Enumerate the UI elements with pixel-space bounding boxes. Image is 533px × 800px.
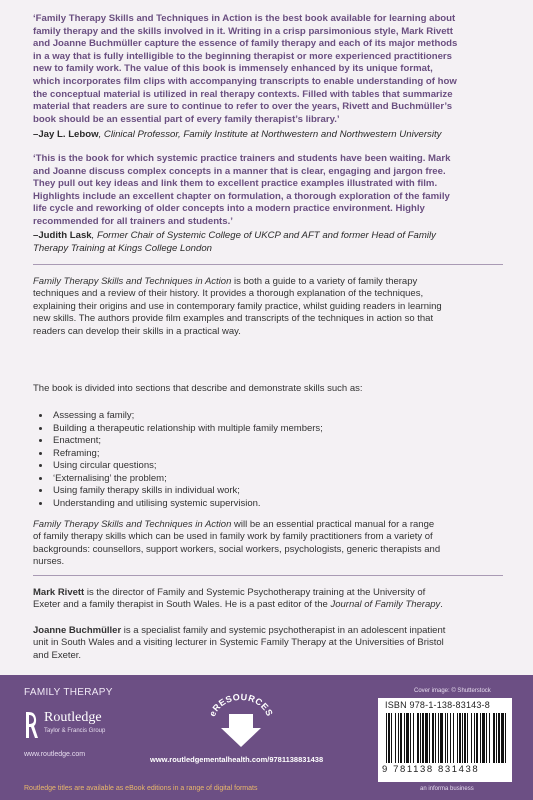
quote-line: Highlights include an excellent chapter on formulation, a thorough exploration of the family — [33, 190, 450, 202]
list-item: • Understanding and utilising systemic supervision. — [51, 498, 503, 511]
bio-line: Exeter and a family therapist in South Wales. He is a past editor of the — [33, 599, 331, 611]
publisher-group: Taylor & Francis Group — [44, 728, 106, 734]
paragraph-line: of family therapy skills which can be used in family work by family practitioners from a variety of — [33, 531, 433, 543]
eresources-icon — [206, 692, 276, 750]
barcode-panel — [378, 698, 512, 782]
quote-line: new to family work. The value of this book is immensely enhanced by its unique format, — [33, 63, 433, 75]
barcode-icon — [386, 713, 506, 763]
divider — [33, 575, 503, 576]
eresources-label: eRESOURCES — [207, 692, 275, 718]
paragraph-line: is both a guide to a variety of family therapy — [231, 276, 418, 287]
quote-line: They pull out key ideas and link them to excellent practice examples illustrated with film. — [33, 178, 438, 190]
book-title: Family Therapy Skills and Techniques in Action — [33, 276, 232, 287]
description-paragraph-2: The book is divided into sections that describe and demonstrate skills such as: — [33, 383, 363, 394]
list-item: • Reframing; — [51, 448, 503, 461]
author-name: Mark Rivett — [33, 587, 85, 598]
cover-image-credit: Cover image: © Shutterstock — [414, 688, 491, 694]
paragraph-line: new skills. The authors provide film examples and transcripts of the techniques in action so that — [33, 313, 434, 325]
quote-line: which incorporates film clips with accompanying transcripts to enable understanding of how — [33, 75, 457, 87]
author-name: Joanne Buchmüller — [33, 625, 122, 636]
publisher-footer — [0, 675, 533, 800]
series-name: FAMILY THERAPY — [24, 687, 113, 698]
description-paragraph-1 — [33, 276, 503, 338]
quote-line: and Joanne Buchmüller capture the essence of family therapy and each of its major methods — [33, 38, 458, 50]
quote-line: ‘Family Therapy Skills and Techniques in Action is the best book available for learning about — [33, 13, 456, 24]
bio-line: is the director of Family and Systemic Psychotherapy training at the University of — [84, 587, 426, 598]
informa-tagline: an informa business — [420, 786, 474, 792]
paragraph-line: techniques and a review of their history. It provides a thorough explanation of the techniques, — [33, 288, 424, 300]
bio-line: and Exeter. — [33, 649, 82, 661]
quote-line: book should be an essential part of every family therapist’s library.’ — [33, 113, 340, 125]
endorser-affiliation: , Former Chair of Systemic College of UKCP and AFT and former Head of Family — [91, 230, 436, 241]
list-item: • Building a therapeutic relationship with multiple family members; — [51, 423, 503, 436]
paragraph-line: readers can develop their skills in a practical way. — [33, 325, 241, 337]
journal-title: Journal of Family Therapy — [330, 599, 441, 611]
list-item: • Enactment; — [51, 435, 503, 448]
quote-line: material that readers are sure to continue to refer to over the years, Rivett and Buchmüller’s — [33, 101, 453, 113]
endorser-affiliation: Therapy Training at Kings College London — [33, 242, 213, 254]
quote-line: ‘This is the book for which systemic practice trainers and students have been waiting. Mark — [33, 153, 451, 164]
paragraph-line: explaining their origins and use in contemporary family practice, whilst guiding readers in learning — [33, 300, 442, 312]
quote-line: family therapy and the skills involved in it. Writing in a crisp parsimonious style, Mark Rivett — [33, 25, 453, 37]
author-bio-buchmuller — [33, 625, 503, 662]
quote-line: life cycle and reworking of older concepts into a modern practice environment. Highly — [33, 203, 425, 215]
publisher-name: Routledge — [44, 710, 102, 725]
skills-list — [33, 410, 503, 510]
publisher-website: www.routledge.com — [24, 751, 86, 758]
endorsement-attribution-lask — [33, 230, 503, 255]
bio-line: . — [440, 599, 443, 611]
endorser-affiliation: , Clinical Professor, Family Institute at Northwestern and Northwestern University — [98, 129, 442, 140]
paragraph-line: backgrounds: counsellors, support workers, social workers, psychologists, generic therapists and — [33, 543, 441, 555]
bio-line: is a specialist family and systemic psychotherapist in an adolescent inpatient — [121, 625, 446, 636]
isbn-text: ISBN 978-1-138-83143-8 — [385, 700, 490, 710]
quote-line: and Joanne discuss complex concepts in a manner that is clear, engaging and jargon free. — [33, 165, 446, 177]
barcode-digits: 9 781138 831438 — [382, 764, 480, 775]
description-paragraph-3 — [33, 519, 503, 569]
quote-line: the conceptual material is utilized in real therapy contexts. Filled with tables that summarize — [33, 88, 453, 100]
list-item: • Using family therapy skills in individual work; — [51, 485, 503, 498]
divider — [33, 264, 503, 265]
endorsement-quote-lebow — [33, 13, 503, 126]
list-item: • ‘Externalising’ the problem; — [51, 473, 503, 486]
list-item: • Using circular questions; — [51, 460, 503, 473]
routledge-logo-icon — [24, 710, 38, 740]
resources-url: www.routledgementalhealth.com/9781138831438 — [150, 755, 324, 764]
quote-line: in a way that is fully intelligible to the beginning therapist or more experienced practitioners — [33, 50, 453, 62]
endorser-name: –Jay L. Lebow — [33, 129, 99, 140]
endorser-name: –Judith Lask — [33, 230, 92, 241]
ebook-availability-note: Routledge titles are available as eBook editions in a range of digital formats — [24, 785, 258, 792]
paragraph-line: nurses. — [33, 556, 65, 568]
quote-line: recommended for all trainers and students.’ — [33, 215, 233, 227]
endorsement-quote-lask — [33, 153, 503, 229]
bio-line: unit in South Wales and a visiting lecturer in Systemic Family Therapy at the Universities of Bristol — [33, 637, 444, 649]
endorsement-attribution-lebow — [33, 129, 503, 142]
author-bio-rivett — [33, 587, 503, 612]
book-title: Family Therapy Skills and Techniques in Action — [33, 519, 232, 530]
paragraph-line: will be an essential practical manual for a range — [231, 519, 435, 530]
list-item: • Assessing a family; — [51, 410, 503, 423]
